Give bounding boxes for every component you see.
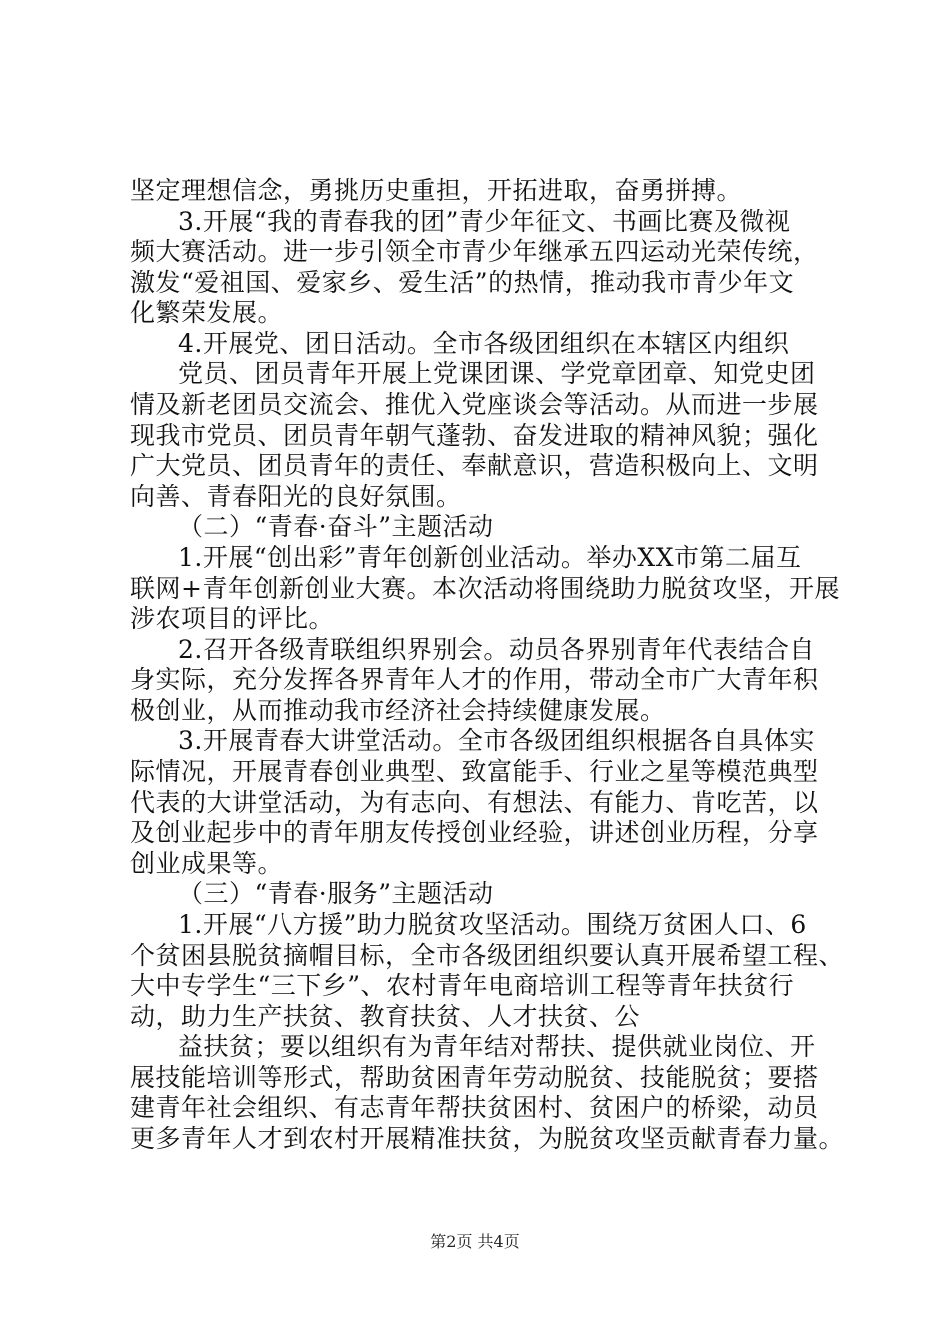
text-line: 激发“爱祖国、爱家乡、爱生活”的热情，推动我市青少年文 <box>130 268 795 297</box>
text-line: 大中专学生“三下乡”、农村青年电商培训工程等青年扶贫行 <box>130 971 795 1000</box>
text-line: 益扶贫；要以组织有为青年结对帮扶、提供就业岗位、开 <box>178 1032 816 1061</box>
page-number-footer: 第2页 共4页 <box>430 1232 520 1251</box>
text-line: 化繁荣发展。 <box>130 298 284 327</box>
text-line: 3.开展“我的青春我的团”青少年征文、书画比赛及微视 <box>178 207 791 236</box>
text-line: 向善、青春阳光的良好氛围。 <box>130 482 462 511</box>
text-line: 1.开展“创出彩”青年创新创业活动。举办XX市第二届互 <box>178 543 802 572</box>
text-line: 联网+青年创新创业大赛。本次活动将围绕助力脱贫攻坚，开展 <box>130 574 840 603</box>
text-line: 际情况，开展青春创业典型、致富能手、行业之星等模范典型 <box>130 757 819 786</box>
text-line: 4.开展党、团日活动。全市各级团组织在本辖区内组织 <box>178 329 790 358</box>
text-line: 2.召开各级青联组织界别会。动员各界别青年代表结合自 <box>178 635 815 664</box>
text-line: 极创业，从而推动我市经济社会持续健康发展。 <box>130 696 666 725</box>
text-line: 现我市党员、团员青年朝气蓬勃、奋发进取的精神风貌；强化 <box>130 421 819 450</box>
text-line: 涉农项目的评比。 <box>130 604 335 633</box>
text-line: 个贫困县脱贫摘帽目标，全市各级团组织要认真开展希望工程、 <box>130 941 845 970</box>
text-line: 展技能培训等形式，帮助贫困青年劳动脱贫、技能脱贫；要搭 <box>130 1063 819 1092</box>
text-line: 动，助力生产扶贫、教育扶贫、人才扶贫、公 <box>130 1002 641 1031</box>
text-line: 身实际，充分发挥各界青年人才的作用，带动全市广大青年积 <box>130 665 819 694</box>
text-line: 广大党员、团员青年的责任、奉献意识，营造积极向上、文明 <box>130 451 819 480</box>
section-heading: （三）“青春·服务”主题活动 <box>178 879 494 908</box>
text-line: 党员、团员青年开展上党课团课、学党章团章、知党史团 <box>178 359 816 388</box>
text-line: 更多青年人才到农村开展精准扶贫，为脱贫攻坚贡献青春力量。 <box>130 1124 845 1153</box>
text-line: 频大赛活动。进一步引领全市青少年继承五四运动光荣传统， <box>130 237 819 266</box>
text-line: 情及新老团员交流会、推优入党座谈会等活动。从而进一步展 <box>130 390 819 419</box>
text-line: 坚定理想信念，勇挑历史重担，开拓进取，奋勇拼搏。 <box>130 176 743 205</box>
text-line: 及创业起步中的青年朋友传授创业经验，讲述创业历程，分享 <box>130 818 819 847</box>
text-line: 创业成果等。 <box>130 849 284 878</box>
text-line: 建青年社会组织、有志青年帮扶贫困村、贫困户的桥梁，动员 <box>130 1093 819 1122</box>
text-line: 3.开展青春大讲堂活动。全市各级团组织根据各自具体实 <box>178 726 815 755</box>
section-heading: （二）“青春·奋斗”主题活动 <box>178 512 494 541</box>
text-line: 代表的大讲堂活动，为有志向、有想法、有能力、肯吃苦，以 <box>130 788 819 817</box>
text-line: 1.开展“八方援”助力脱贫攻坚活动。围绕万贫困人口、6 <box>178 910 807 939</box>
